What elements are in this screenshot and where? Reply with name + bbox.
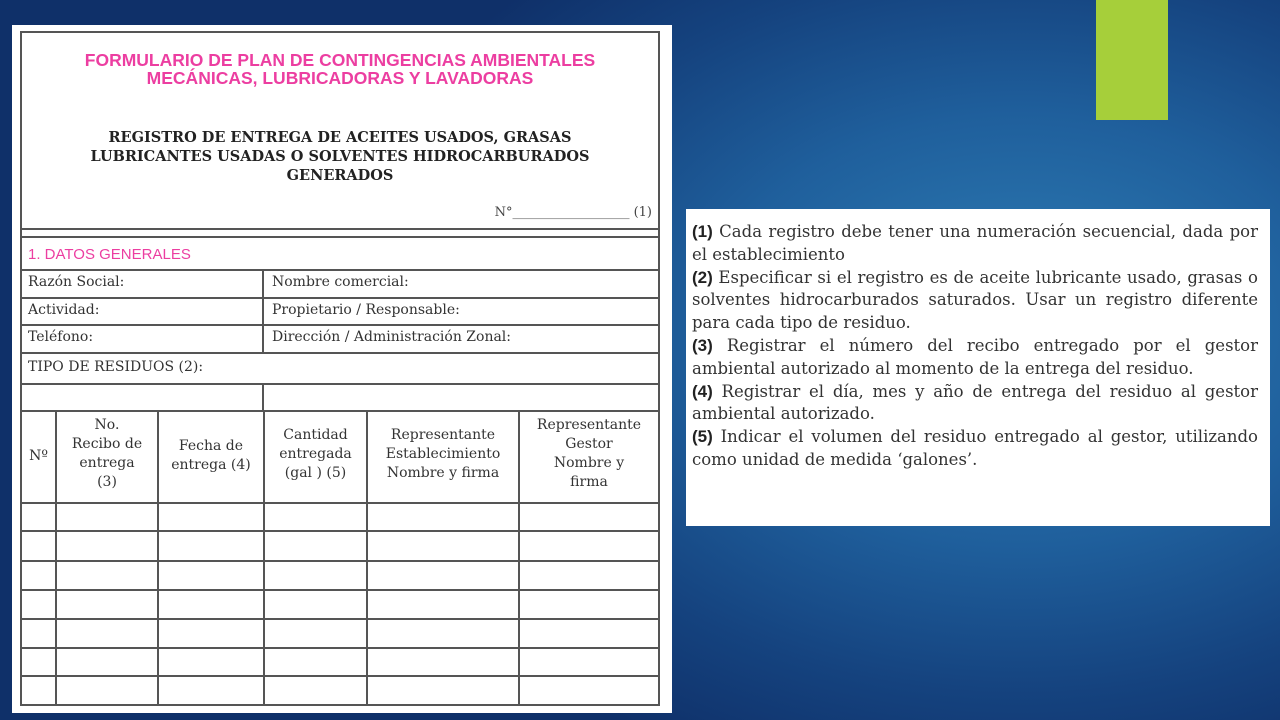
divider bbox=[22, 352, 658, 354]
header-line: Representante bbox=[390, 427, 496, 443]
note-ref: (3) bbox=[692, 335, 713, 355]
form-title-line2: MECÁNICAS, LUBRICADORAS Y LAVADORAS bbox=[146, 68, 534, 88]
field-actividad: Actividad: bbox=[28, 302, 100, 318]
divider bbox=[22, 383, 658, 385]
note-text: Especificar si el registro es de aceite lubricante usado, grasas o solventes hidrocarburados saturados. Usar un registro diferente para cada tipo de residuo. bbox=[692, 267, 1258, 333]
header-recibo bbox=[57, 416, 157, 492]
divider bbox=[22, 297, 658, 299]
divider bbox=[262, 269, 264, 352]
form-subtitle-line3: GENERADOS bbox=[286, 167, 394, 184]
header-line: Nombre y bbox=[553, 455, 625, 471]
form-subtitle-line1: REGISTRO DE ENTREGA DE ACEITES USADOS, GRASAS bbox=[108, 129, 572, 146]
header-line: firma bbox=[570, 474, 608, 490]
header-line: Cantidad bbox=[283, 427, 348, 443]
divider bbox=[22, 269, 658, 271]
note-ref: (2) bbox=[692, 267, 713, 287]
header-line: Representante bbox=[536, 417, 642, 433]
header-line: No. bbox=[94, 417, 120, 433]
footnotes-text bbox=[692, 221, 1258, 472]
header-rep-gestor bbox=[520, 416, 658, 492]
header-rep-establecimiento bbox=[368, 426, 518, 483]
field-direccion: Dirección / Administración Zonal: bbox=[272, 329, 511, 345]
divider bbox=[22, 675, 658, 677]
divider bbox=[22, 530, 658, 532]
divider bbox=[22, 324, 658, 326]
field-propietario: Propietario / Responsable: bbox=[272, 302, 460, 318]
divider bbox=[22, 236, 658, 238]
note-text: Indicar el volumen del residuo entregado al gestor, utilizando como unidad de medida ‘galones’. bbox=[692, 427, 1258, 469]
note-ref: (1) bbox=[692, 222, 713, 241]
header-line: (gal ) (5) bbox=[284, 465, 347, 481]
note-ref: (5) bbox=[692, 427, 713, 447]
note-text: Registrar el número del recibo entregado por el gestor ambiental autorizado al momento de la entrega del residuo. bbox=[692, 335, 1258, 378]
register-number-label: N° bbox=[494, 205, 513, 220]
divider bbox=[22, 618, 658, 620]
note-text: Cada registro debe tener una numeración secuencial, dada por el establecimiento bbox=[692, 222, 1258, 264]
header-line: Nombre y firma bbox=[386, 465, 500, 481]
divider bbox=[22, 502, 658, 504]
section-title: 1. DATOS GENERALES bbox=[28, 246, 191, 263]
header-line: Gestor bbox=[565, 436, 613, 452]
form-image bbox=[12, 25, 672, 713]
header-line: entrega bbox=[79, 455, 135, 471]
register-number bbox=[495, 205, 652, 220]
form-title-line1: FORMULARIO DE PLAN DE CONTINGENCIAS AMBIENTALES bbox=[84, 50, 596, 70]
divider bbox=[22, 410, 658, 412]
field-telefono: Teléfono: bbox=[28, 329, 94, 345]
note-text: Registrar el día, mes y año de entrega del residuo al gestor ambiental autorizado. bbox=[692, 381, 1258, 424]
contingency-form bbox=[20, 31, 660, 706]
divider bbox=[22, 589, 658, 591]
register-number-ref: (1) bbox=[633, 205, 652, 220]
form-header bbox=[22, 33, 658, 230]
divider bbox=[22, 647, 658, 649]
green-accent-bar bbox=[1096, 0, 1168, 120]
register-number-blank: __________________ bbox=[512, 205, 630, 220]
note-ref: (4) bbox=[692, 381, 713, 401]
field-tipo-residuos: TIPO DE RESIDUOS (2): bbox=[28, 359, 204, 375]
header-line: entregada bbox=[279, 446, 352, 462]
header-line: Establecimiento bbox=[385, 446, 501, 462]
header-n: Nº bbox=[29, 448, 48, 464]
divider bbox=[22, 560, 658, 562]
divider bbox=[262, 383, 264, 410]
header-cantidad bbox=[265, 426, 366, 483]
form-subtitle-line2: LUBRICANTES USADAS O SOLVENTES HIDROCARBURADOS bbox=[90, 148, 590, 165]
header-line: Fecha de bbox=[178, 438, 244, 454]
header-line: Recibo de bbox=[71, 436, 143, 452]
field-razon-social: Razón Social: bbox=[28, 274, 125, 290]
header-line: (3) bbox=[97, 474, 117, 490]
header-line: entrega (4) bbox=[171, 457, 251, 473]
footnotes-panel bbox=[686, 209, 1270, 526]
header-fecha bbox=[159, 437, 263, 475]
field-nombre-comercial: Nombre comercial: bbox=[272, 274, 409, 290]
